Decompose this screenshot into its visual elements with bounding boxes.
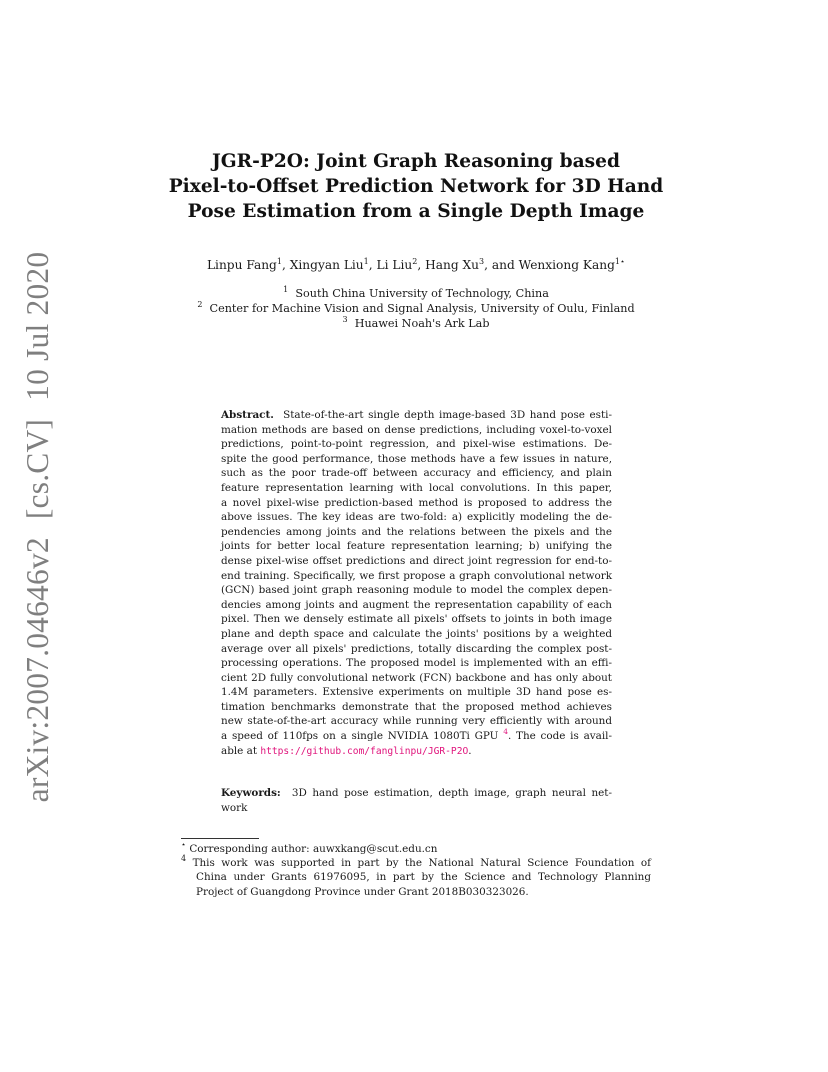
affiliation-mark: 1 xyxy=(363,257,369,266)
abstract-line: plane and depth space and calculate the joints' positions by a weighted xyxy=(221,627,612,640)
title-line: Pose Estimation from a Single Depth Image xyxy=(187,200,645,222)
footnote-corresponding xyxy=(181,842,651,856)
footnote-line: China under Grants 61976095, in part by the Science and Technology Planning xyxy=(196,871,651,884)
affiliation xyxy=(120,287,712,301)
affiliation-mark: 2 xyxy=(412,257,418,266)
footnote-mark: ⋆ xyxy=(181,840,187,849)
abstract-line: spite the good performance, those methods have a few issues in nature, xyxy=(221,452,612,465)
abstract-line: 1.4M parameters. Extensive experiments on multiple 3D hand pose es- xyxy=(221,686,612,699)
abstract-text: . The code is avail- xyxy=(507,730,612,743)
abstract-line: a novel pixel-wise prediction-based method is proposed to address the xyxy=(221,496,612,509)
arxiv-stamp xyxy=(20,252,56,803)
footnote-link[interactable]: 4 xyxy=(503,727,508,737)
title-line: Pixel-to-Offset Prediction Network for 3D Hand xyxy=(168,175,664,197)
arxiv-category: [cs.CV] xyxy=(20,418,55,520)
footnote-funding xyxy=(181,856,651,899)
abstract-line: end training. Specifically, we first propose a graph convolutional network xyxy=(221,569,612,582)
abstract-line: dencies among joints and augment the representation capability of each xyxy=(221,598,612,611)
footnote-line: Project of Guangdong Province under Grant 2018B030323026. xyxy=(196,885,529,898)
keywords xyxy=(221,786,612,815)
affiliation-text: Center for Machine Vision and Signal Analysis, University of Oulu, Finland xyxy=(209,302,635,315)
arxiv-date: 10 Jul 2020 xyxy=(20,251,55,401)
abstract-heading: Abstract. xyxy=(221,409,274,421)
affiliation-mark: 1 xyxy=(276,257,282,266)
affiliation-text: South China University of Technology, China xyxy=(295,287,549,300)
abstract-text: . xyxy=(468,744,472,757)
abstract-text: State-of-the-art single depth image-based 3D hand pose esti- xyxy=(283,409,612,421)
abstract-line: dense pixel-wise offset predictions and direct joint regression for end-to- xyxy=(221,554,612,567)
abstract xyxy=(221,408,612,759)
abstract-line: pixel. Then we densely estimate all pixels' offsets to joints in both image xyxy=(221,613,612,626)
footnote-line xyxy=(181,842,651,856)
abstract-line: timation benchmarks demonstrate that the proposed method achieves xyxy=(221,700,612,713)
footnote-text: This work was supported in part by the National Natural Science Foundation of xyxy=(192,857,651,869)
arxiv-id: arXiv:2007.04646v2 xyxy=(20,537,55,803)
author-name: Linpu Fang xyxy=(206,258,277,272)
affiliation-text: Huawei Noah's Ark Lab xyxy=(354,317,490,330)
affiliation-mark: 1 xyxy=(283,285,289,294)
abstract-text: able at xyxy=(221,744,257,757)
keywords-line: work xyxy=(221,801,248,814)
abstract-text: a speed of 110fps on a single NVIDIA 1080Ti GPU xyxy=(221,730,499,743)
footnote-rule xyxy=(181,838,259,839)
abstract-line: cient 2D fully convolutional network (FCN) backbone and has only about xyxy=(221,671,612,684)
author-name: Li Liu xyxy=(376,258,413,272)
affiliation xyxy=(120,317,712,331)
affiliation-mark: 1⋆ xyxy=(614,257,626,266)
abstract-line: such as the poor trade-off between accuracy and efficiency, and plain xyxy=(221,467,612,480)
abstract-line xyxy=(221,744,612,760)
keywords-text: 3D hand pose estimation, depth image, graph neural net- xyxy=(291,787,612,799)
keywords-line xyxy=(221,786,612,801)
footnote-text: Corresponding author: auwxkang@scut.edu.cn xyxy=(189,843,438,855)
code-url-link[interactable]: https://github.com/fanglinpu/JGR-P2O xyxy=(260,745,469,757)
affiliation-mark: 2 xyxy=(197,300,203,309)
keywords-heading: Keywords: xyxy=(221,787,281,799)
affiliation xyxy=(120,302,712,316)
author-name: Hang Xu xyxy=(425,258,480,272)
abstract-line xyxy=(221,408,612,423)
abstract-line: processing operations. The proposed model is implemented with an effi- xyxy=(221,657,612,670)
abstract-line: above issues. The key ideas are two-fold: a) explicitly modeling the de- xyxy=(221,511,612,524)
abstract-line: pendencies among joints and the relations between the pixels and the xyxy=(221,525,612,538)
abstract-line: predictions, point-to-point regression, and pixel-wise estimations. De- xyxy=(221,438,612,451)
abstract-line xyxy=(221,729,612,744)
abstract-line: feature representation learning with local convolutions. In this paper, xyxy=(221,481,612,494)
abstract-line: new state-of-the-art accuracy while running very efficiently with around xyxy=(221,715,612,728)
abstract-line: (GCN) based joint graph reasoning module to model the complex depen- xyxy=(221,584,612,597)
author-list: Linpu Fang$^1$, Xingyan Liu$^1$, Li Liu$^2$, Hang Xu$^3$, and Wenxiong Kang$^{1⋆}$ xyxy=(206,257,626,272)
footnote-mark: 4 xyxy=(181,854,187,863)
abstract-line: joints for better local feature representation learning; b) unifying the xyxy=(221,540,612,553)
paper-title xyxy=(120,150,712,224)
abstract-line: mation methods are based on dense predictions, including voxel-to-voxel xyxy=(221,423,612,436)
abstract-line: average over all pixels' predictions, totally discarding the complex post- xyxy=(221,642,612,655)
author-name: Xingyan Liu xyxy=(289,258,364,272)
title-line: JGR-P2O: Joint Graph Reasoning based xyxy=(212,151,620,172)
affiliation-mark: 3 xyxy=(342,315,348,324)
affiliation-mark: 3 xyxy=(479,257,485,266)
author-name: and Wenxiong Kang xyxy=(491,258,615,272)
footnote-line xyxy=(181,856,651,870)
